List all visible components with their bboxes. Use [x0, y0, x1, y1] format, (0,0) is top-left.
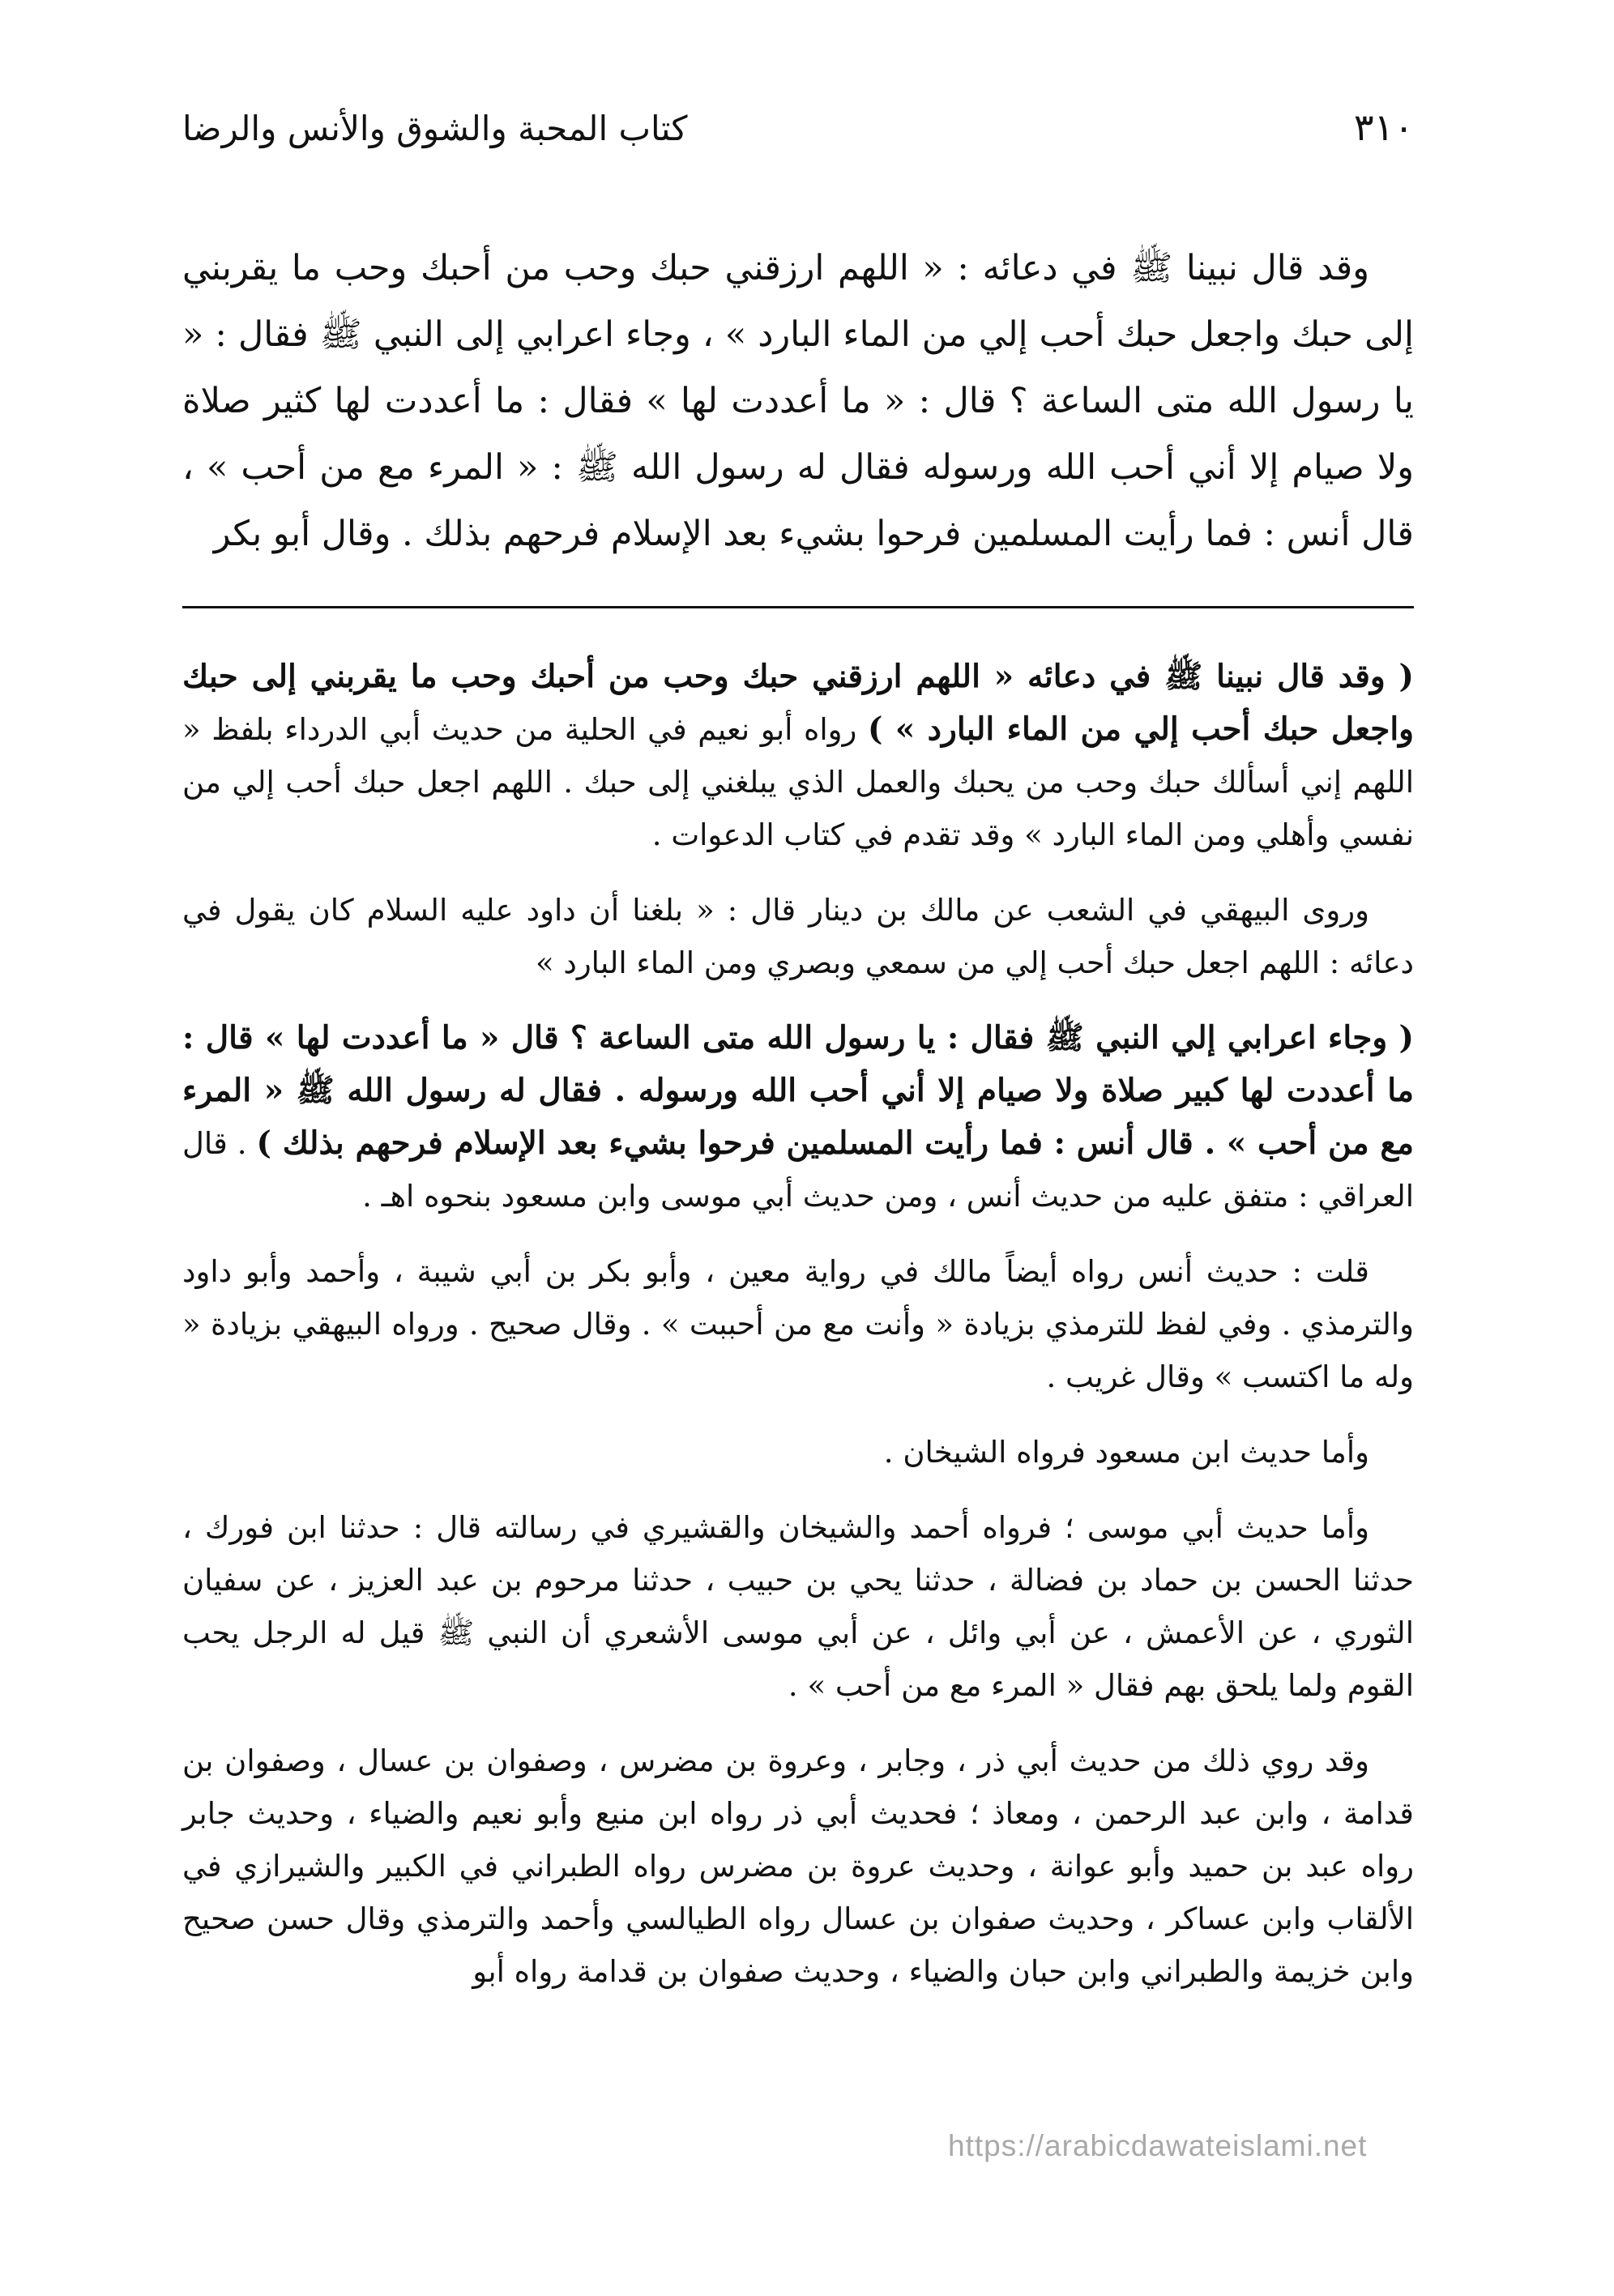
commentary-paragraph-5: وأما حديث ابن مسعود فرواه الشيخان . — [883, 1435, 1369, 1470]
quoted-text-1: ( وقد قال نبينا ﷺ في دعائه « اللهم ارزقني حبك وحب من أحبك وحب ما يقربني إلى حبك واجعل حبك أحب إلي من الماء البارد » ) — [182, 658, 1415, 748]
commentary-paragraph-2: وروى البيهقي في الشعب عن مالك بن دينار قال : « بلغنا أن داود عليه السلام كان يقول في دعائه : اللهم اجعل حبك أحب إلي من سمعي وبصري ومن الماء البارد » — [182, 893, 1414, 980]
page-header — [182, 105, 1414, 178]
commentary — [182, 651, 1414, 1998]
running-title: كتاب المحبة والشوق والأنس والرضا — [182, 109, 688, 148]
commentary-paragraph-7: وقد روي ذلك من حديث أبي ذر ، وجابر ، وعروة بن مضرس ، وصفوان بن عسال ، وصفوان بن قدامة ، وابن عبد الرحمن ، ومعاذ ؛ فحديث أبي ذر رواه ابن منيع وأبو نعيم والضياء ، وحديث جابر رواه عبد بن حميد وأبو عوانة ، وحديث عروة بن مضرس رواه الطبراني في الكبير والشيرازي في الألقاب وابن عساكر ، وحديث صفوان بن عسال رواه الطيالسي وأحمد والترمذي وقال حسن صحيح وابن خزيمة والطبراني وابن حبان والضياء ، وحديث صفوان بن قدامة رواه أبو — [182, 1743, 1414, 1989]
commentary-text-1: رواه أبو نعيم في الحلية من حديث أبي الدرداء بلفظ « اللهم إني أسألك حبك وحب من يحبك والعمل الذي يبلغني إلى حبك . اللهم اجعل حبك أحب إلي من نفسي وأهلي ومن الماء البارد » وقد تقدم في كتاب الدعوات . — [182, 712, 1414, 852]
commentary-paragraph-4: قلت : حديث أنس رواه أيضاً مالك في رواية معين ، وأبو بكر بن أبي شيبة ، وأحمد وأبو داود والترمذي . وفي لفظ للترمذي بزيادة « وأنت مع من أحببت » . وقال صحيح . ورواه البيهقي بزيادة « وله ما اكتسب » وقال غريب . — [182, 1254, 1414, 1394]
section-divider — [182, 606, 1414, 608]
commentary-paragraph-1 — [182, 651, 1414, 861]
quoted-text-2: ( وجاء اعرابي إلي النبي ﷺ فقال : يا رسول الله متى الساعة ؟ قال « ما أعددت لها » قال : ما أعددت لها كبير صلاة ولا صيام إلا أني أحب الله ورسوله . فقال له رسول الله ﷺ « المرء مع من أحب » . قال أنس : فما رأيت المسلمين فرحوا بشيء بعد الإسلام فرحهم بذلك ) — [182, 1019, 1414, 1162]
watermark-url: https://arabicdawateislami.net — [948, 2129, 1368, 2162]
commentary-paragraph-6: وأما حديث أبي موسى ؛ فرواه أحمد والشيخان والقشيري في رسالته قال : حدثنا ابن فورك ، حدثنا الحسن بن حماد بن فضالة ، حدثنا يحي بن حبيب ، حدثنا مرحوم بن عبد العزيز ، عن سفيان الثوري ، عن الأعمش ، عن أبي وائل ، عن أبي موسى الأشعري أن النبي ﷺ قيل له الرجل يحب القوم ولما يلحق بهم فقال « المرء مع من أحب » . — [182, 1510, 1414, 1703]
main-text: وقد قال نبينا ﷺ في دعائه : « اللهم ارزقني حبك وحب من أحبك وحب ما يقربني إلى حبك واجعل حبك أحب إلي من الماء البارد » ، وجاء اعرابي إلى النبي ﷺ فقال : « يا رسول الله متى الساعة ؟ قال : « ما أعددت لها » فقال : ما أعددت لها كثير صلاة ولا صيام إلا أني أحب الله ورسوله فقال له رسول الله ﷺ : « المرء مع من أحب » ، قال أنس : فما رأيت المسلمين فرحوا بشيء بعد الإسلام فرحهم بذلك . وقال أبو بكر — [182, 248, 1414, 554]
book-page — [182, 105, 1414, 2212]
commentary-text-3: . قال العراقي : متفق عليه من حديث أنس ، ومن حديث أبي موسى وابن مسعود بنحوه اهـ . — [182, 1126, 1414, 1214]
commentary-paragraph-3 — [182, 1012, 1414, 1223]
page-number: ٣١٠ — [1353, 105, 1414, 149]
